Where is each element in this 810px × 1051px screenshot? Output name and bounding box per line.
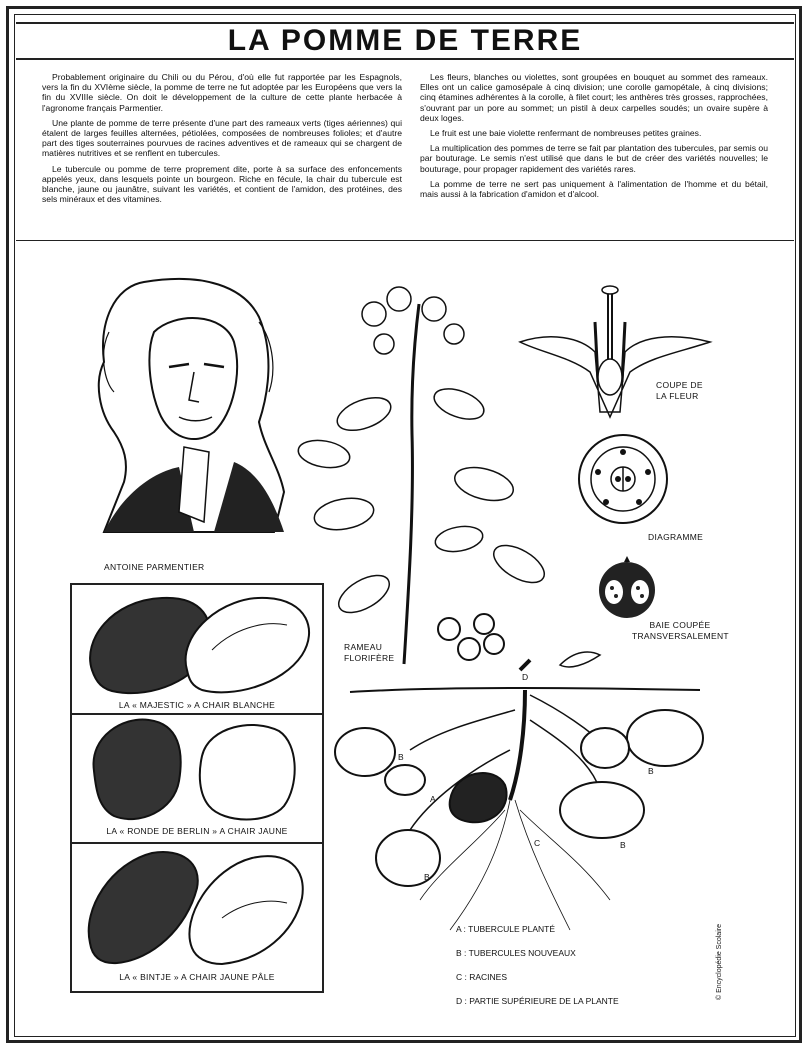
label-ronde: LA « RONDE DE BERLIN » A CHAIR JAUNE: [106, 826, 288, 836]
paragraph: Le tubercule ou pomme de terre proprement dite, porte à sa surface des enfoncements appelés yeux, dans lesquels pointe un bourgeon. Riche en fécule, la chair du tubercule est blanche, jaune ou jaunâtre, suivant les variétés, et contient de l'amidon, des protéines, des sels minéraux et des vitamines.: [42, 163, 402, 205]
label-baie-line: BAIE COUPÉE: [649, 620, 711, 630]
paragraph: La pomme de terre ne sert pas uniquement à l'alimentation de l'homme et du bétail, mais aussi à la fabrication d'amidon et d'alcool.: [420, 178, 768, 200]
ronde-de-berlin-tuber-illustration: [84, 716, 304, 826]
letter-d: D: [522, 672, 529, 682]
legend-item: A : TUBERCULE PLANTÉ: [456, 924, 556, 934]
underground-plant-illustration: [330, 650, 720, 940]
paragraph: Probablement originaire du Chili ou du Pérou, d'où elle fut rapportée par les Espagnols, vers la fin du XVIème siècle, la pomme de terre ne fut adoptée par les Européens que vers la fin du XVIIIe siècle. On doit le développement de la culture de cette plante herbacée à l'agronome français Parmentier.: [42, 72, 402, 113]
letter-b: B: [398, 752, 404, 762]
cut-berry-illustration: [594, 556, 660, 618]
paragraph: La multiplication des pommes de terre se fait par plantation des tubercules, par semis ou par bouturage. Le semis n'est utilisé que dans le but de créer des variétés nouvelles; le bouturage, pour propager rapidement des variétés rares.: [420, 143, 768, 174]
section-divider: [16, 240, 794, 241]
title-bar: [16, 22, 794, 60]
legend-item: B : TUBERCULES NOUVEAUX: [456, 948, 576, 958]
label-parmentier: ANTOINE PARMENTIER: [104, 562, 205, 572]
copyright-note: © Encyclopédie Scolaire: [716, 924, 723, 1000]
paragraph: Le fruit est une baie violette renfermant de nombreuses petites graines.: [430, 128, 702, 139]
legend-item: C : RACINES: [456, 972, 508, 982]
legend-item: D : PARTIE SUPÉRIEURE DE LA PLANTE: [456, 996, 619, 1006]
bintje-tuber-illustration: [82, 848, 318, 966]
label-majestic: LA « MAJESTIC » A CHAIR BLANCHE: [118, 700, 276, 710]
paragraph: Une plante de pomme de terre présente d'une part des rameaux verts (tiges aériennes) qui étalent de larges feuilles alternées, pétiolées, composées de nombreuses folioles; et d'autre part des tiges souterraines pourvues de racines adventives et de rameaux qui se chargent de matières nutritives et se renflent en tubercules.: [42, 117, 402, 159]
frame-divider: [70, 842, 324, 844]
letter-b: B: [424, 872, 430, 882]
letter-a: A: [430, 794, 436, 804]
floral-diagram-illustration: [576, 432, 670, 526]
label-rameau-line: RAMEAU: [344, 642, 383, 652]
label-coupe-line: LA FLEUR: [656, 391, 699, 401]
frame-divider: [70, 713, 324, 715]
letter-c: C: [534, 838, 541, 848]
text-column-right: [420, 72, 768, 204]
legend: [456, 924, 619, 1020]
letter-b: B: [648, 766, 654, 776]
page-title: LA POMME DE TERRE: [227, 24, 583, 57]
label-baie: [632, 620, 728, 642]
parmentier-portrait: [84, 272, 294, 557]
label-rameau-line: FLORIFÈRE: [344, 653, 395, 663]
label-bintje: LA « BINTJE » A CHAIR JAUNE PÂLE: [119, 972, 275, 982]
label-coupe: [656, 380, 703, 402]
text-column-left: [42, 72, 402, 209]
label-baie-line: TRANSVERSALEMENT: [632, 631, 729, 641]
label-diagramme: DIAGRAMME: [648, 532, 704, 542]
label-coupe-line: COUPE DE: [656, 380, 703, 390]
paragraph: Les fleurs, blanches ou violettes, sont groupées en bouquet au sommet des rameaux. Elles ont un calice gamosépale à cinq division; une corolle gamopétale, à cinq divisions; cinq étamines adhérentes à la corolle, à filet court; les anthères très grosses, rapprochées, s'ouvrant par un pore au sommet; un pistil à deux carpelles soudés; un ovaire supère à deux loges.: [420, 72, 768, 123]
majestic-tuber-illustration: [82, 590, 318, 698]
letter-b: B: [620, 840, 626, 850]
